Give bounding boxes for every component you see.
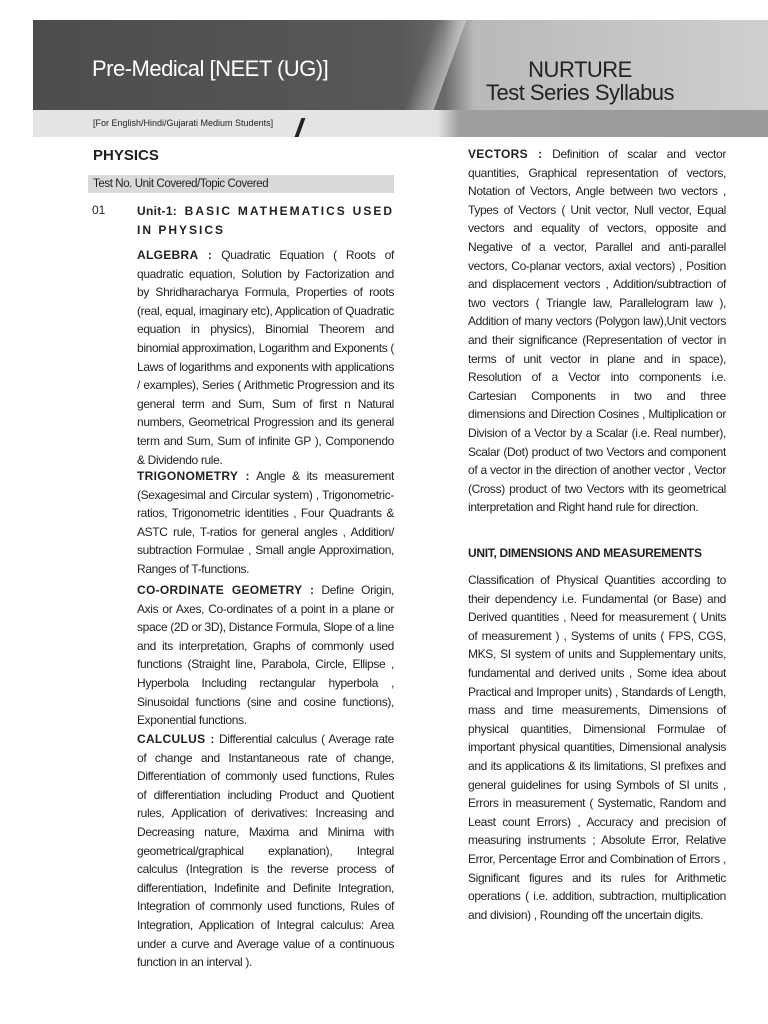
unit-heading (137, 202, 394, 239)
section-units: Classification of Physical Quantities according to their dependency i.e. Fundamental (or Base) and Derived quantities , Need for measurement ( Units of measurement ) , Systems of units ( FPS, CGS, MKS, SI system of units and Supplementary units, fundamental and derived units , Some idea about Practical and Improper units) , Standards of Length, mass and time measurements, Dimensions of physical quantities, Dimensional Formulae of important physical quantities, Dimensional analysis and its applications & its limitations, SI prefixes and general guidelines for using Symbols of SI units , Errors in measurement ( Systematic, Random and Least count Errors) , Accuracy and precision of measuring instruments ; Absolute Error, Relative Error, Percentage Error and Combination of Errors , Significant figures and its rules for Arithmetic operations ( i.e. addition, subtraction, multiplication and division) , Rounding off the uncertain digits. (468, 573, 726, 922)
section-body: Definition of scalar and vector quantities, Graphical representation of vectors, Notation of Vectors, Angle between two vectors , Types of Vectors ( Unit vector, Null vector, Equal vectors and equality of vectors, opposite and Negative of a vector, Parallel and anti-parallel vectors, Co-planar vectors, axial vectors) , Position and displacement vectors , Addition/subtraction of two vectors ( Triangle law, Parallelogram law ), Addition of many vectors (Polygon law),Unit vectors and their significance (Representation of vector in terms of unit vector in plane and in space), Resolution of a Vector into components i.e. Cartesian Components in two and three dimensions and Direction Cosines , Multiplication or Division of a Vector by a Scalar (i.e. Real number), Scalar (Dot) product of two Vectors and component of a vector in the direction of another vector , Vector (Cross) product of two Vectors with its geometrical interpretation and Right hand rule for direction. (468, 147, 726, 515)
test-number: 01 (92, 203, 106, 217)
section-vectors (468, 145, 726, 517)
section-body: Quadratic Equation ( Roots of quadratic equation, Solution by Factorization and by Shridharacharya Formula, Properties of roots (real, equal, imaginary etc), Application of Quadratic equation in physics), Binomial Theorem and binomial approximation, Logarithm and Exponents ( Laws of logarithms and exponents with applications / examples), Series ( Arithmetic Progression and its general term and Sum, Sum of first n Natural numbers, Geometrical Progression and its general term and Sum, Sum of infinite GP ), Componendo & Dividendo rule. (137, 248, 395, 467)
subject-heading: PHYSICS (93, 147, 159, 164)
section-head: CALCULUS : (137, 732, 215, 746)
section-trigonometry (137, 467, 394, 579)
units-heading: UNIT, DIMENSIONS AND MEASUREMENTS (468, 546, 702, 560)
page-title: Pre-Medical [NEET (UG)] (92, 56, 329, 81)
section-algebra (137, 246, 394, 469)
section-calculus (137, 730, 394, 972)
section-head: VECTORS : (468, 147, 543, 161)
section-body: Angle & its measurement (Sexagesimal and Circular system) , Trigonometric-ratios, Trigonometric identities , Four Quadrants & ASTC rule, T-ratios for general angles , Addition/ subtraction Formulae , Small angle Approximation, Ranges of T-functions. (137, 469, 394, 576)
brand-name: NURTURE (528, 57, 632, 82)
brand-block (470, 58, 690, 104)
section-body: Differential calculus ( Average rate of change and Instantaneous rate of change, Differentiation of commonly used functions, Rules of differentiation including Product and Quotient rules, Application of derivatives: Increasing and Decreasing nature, Maxima and Minima with geometrical/graphical explanation), Integral calculus (Integration is the reverse process of differentiation, Indefinite and Definite Integration, Integration of commonly used functions, Rules of Integration, Application of Integral calculus: Area under a curve and Average value of a continuous function in an interval ). (137, 732, 394, 970)
section-coordinate-geometry (137, 581, 394, 730)
medium-note: [For English/Hindi/Gujarati Medium Students] (93, 118, 274, 128)
section-head: CO-ORDINATE GEOMETRY : (137, 583, 315, 597)
unit-label: Unit-1 (137, 204, 173, 218)
section-body: Define Origin, Axis or Axes, Co-ordinates of a point in a plane or space (2D or 3D), Distance Formula, Slope of a line and its interpretation, Graphs of commonly used functions (Straight line, Parabola, Circle, Ellipse , Hyperbola Including rectangular hyperbola , Sinusoidal functions (sine and cosine functions), Exponential functions. (137, 583, 394, 728)
table-header: Test No. Unit Covered/Topic Covered (88, 175, 394, 193)
section-head: ALGEBRA : (137, 248, 213, 262)
brand-subtitle: Test Series Syllabus (485, 80, 675, 105)
unit-title: : BASIC MATHEMATICS USED IN PHYSICS (137, 204, 394, 237)
section-head: TRIGONOMETRY : (137, 469, 250, 483)
